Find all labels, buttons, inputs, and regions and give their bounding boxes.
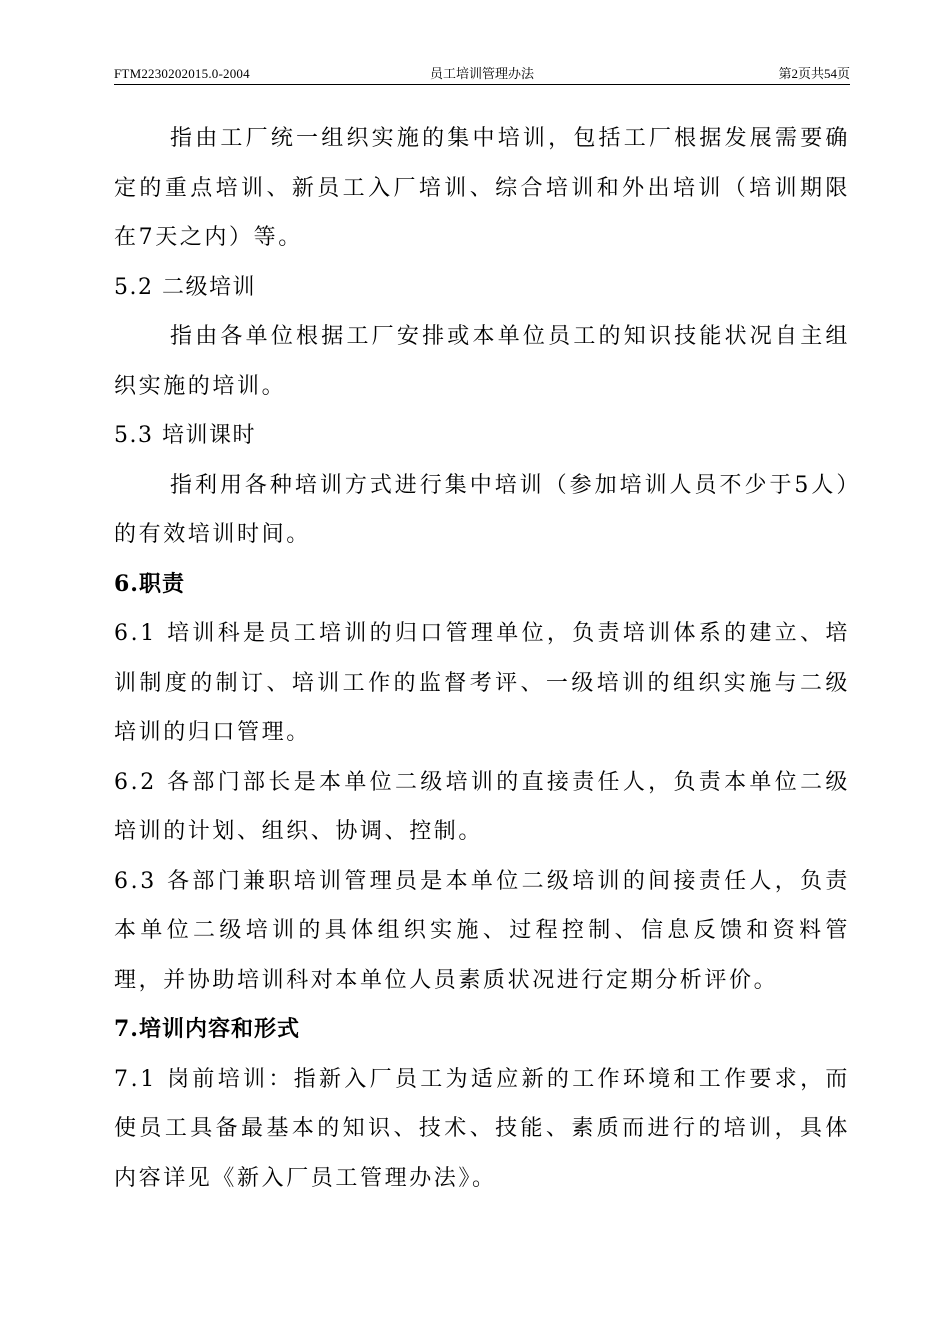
section-5-3-heading: 5.3 培训课时 <box>114 423 256 448</box>
doc-title: 员工培训管理办法 <box>429 66 534 81</box>
paragraph-level2-definition: 指由各单位根据工厂安排或本单位员工的知识技能状况自主组织实施的培训。 <box>114 324 850 399</box>
section-7-heading: 7.培训内容和形式 <box>114 1016 300 1042</box>
paragraph-6-1: 6.1 培训科是员工培训的归口管理单位，负责培训体系的建立、培训制度的制订、培训工作的监督考评、一级培训的组织实施与二级培训的归口管理。 <box>114 621 850 745</box>
paragraph-6-2: 6.2 各部门部长是本单位二级培训的直接责任人，负责本单位二级培训的计划、组织、协调、控制。 <box>114 769 850 844</box>
section-5-2-heading: 5.2 二级培训 <box>114 274 256 300</box>
paragraph-6-3: 6.3 各部门兼职培训管理员是本单位二级培训的间接责任人，负责本单位二级培训的具体组织实施、过程控制、信息反馈和资料管理，并协助培训科对本单位人员素质状况进行定期分析评价。 <box>114 868 850 993</box>
page-header <box>114 64 850 85</box>
page-number: 第2页共54页 <box>778 66 850 81</box>
doc-code: FTM2230202015.0-2004 <box>114 66 250 81</box>
section-6-heading: 6.职责 <box>114 570 185 597</box>
paragraph-training-hours: 指利用各种培训方式进行集中培训（参加培训人员不少于5人）的有效培训时间。 <box>114 472 850 547</box>
paragraph-level1-definition: 指由工厂统一组织实施的集中培训，包括工厂根据发展需要确定的重点培训、新员工入厂培训、综合培训和外出培训（培训期限在7天之内）等。 <box>114 126 850 250</box>
document-body <box>114 114 850 1203</box>
paragraph-7-1: 7.1 岗前培训：指新入厂员工为适应新的工作环境和工作要求，而使员工具备最基本的知识、技术、技能、素质而进行的培训，具体内容详见《新入厂员工管理办法》。 <box>114 1066 850 1191</box>
